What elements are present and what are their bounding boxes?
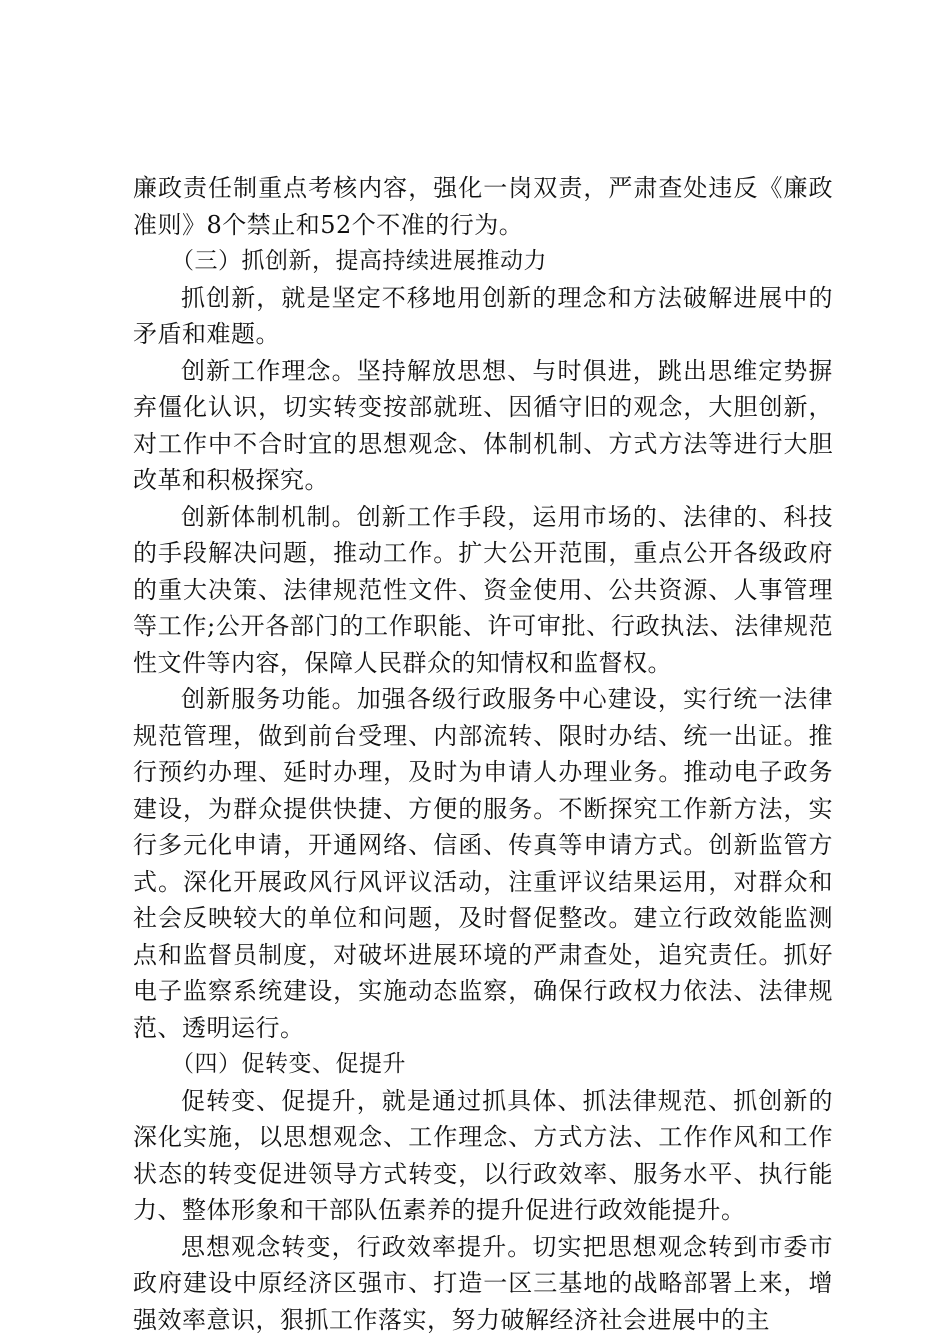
paragraph-continuation: 廉政责任制重点考核内容，强化一岗双责，严肃查处违反《廉政准则》8个禁止和52个不准的行为。: [133, 174, 833, 239]
section-heading-3: （三）抓创新，提高持续进展推动力: [171, 248, 547, 274]
paragraph-transformation-intro: 促转变、促提升，就是通过抓具体、抓法律规范、抓创新的深化实施，以思想观念、工作理念、方式方法、工作作风和工作状态的转变促进领导方式转变，以行政效率、服务水平、执行能力、整体形象和干部队伍素养的提升促进行政效能提升。: [133, 1086, 833, 1224]
paragraph-innovation-service: 创新服务功能。加强各级行政服务中心建设，实行统一法律规范管理，做到前台受理、内部流转、限时办结、统一出证。推行预约办理、延时办理，及时为申请人办理业务。推动电子政务建设，为群众提供快捷、方便的服务。不断探究工作新方法，实行多元化申请，开通网络、信函、传真等申请方式。创新监管方式。深化开展政风行风评议活动，注重评议结果运用，对群众和社会反映较大的单位和问题，及时督促整改。建立行政效能监测点和监督员制度，对破坏进展环境的严肃查处，追究责任。抓好电子监察系统建设，实施动态监察，确保行政权力依法、法律规范、透明运行。: [133, 685, 833, 1042]
document-body: [133, 170, 833, 1338]
paragraph-thinking-transformation: 思想观念转变，行政效率提升。切实把思想观念转到市委市政府建设中原经济区强市、打造一区三基地的战略部署上来，增强效率意识，狠抓工作落实，努力破解经济社会进展中的主: [133, 1232, 833, 1334]
paragraph-innovation-intro: 抓创新，就是坚定不移地用创新的理念和方法破解进展中的矛盾和难题。: [133, 283, 833, 348]
paragraph-innovation-mechanism: 创新体制机制。创新工作手段，运用市场的、法律的、科技的手段解决问题，推动工作。扩大公开范围，重点公开各级政府的重大决策、法律规范性文件、资金使用、公共资源、人事管理等工作;公开各部门的工作职能、许可审批、行政执法、法律规范性文件等内容，保障人民群众的知情权和监督权。: [133, 502, 833, 677]
paragraph-innovation-concept: 创新工作理念。坚持解放思想、与时俱进，跳出思维定势摒弃僵化认识，切实转变按部就班、因循守旧的观念，大胆创新，对工作中不合时宜的思想观念、体制机制、方式方法等进行大胆改革和积极探究。: [133, 356, 833, 494]
section-heading-4: （四）促转变、促提升: [171, 1051, 406, 1077]
